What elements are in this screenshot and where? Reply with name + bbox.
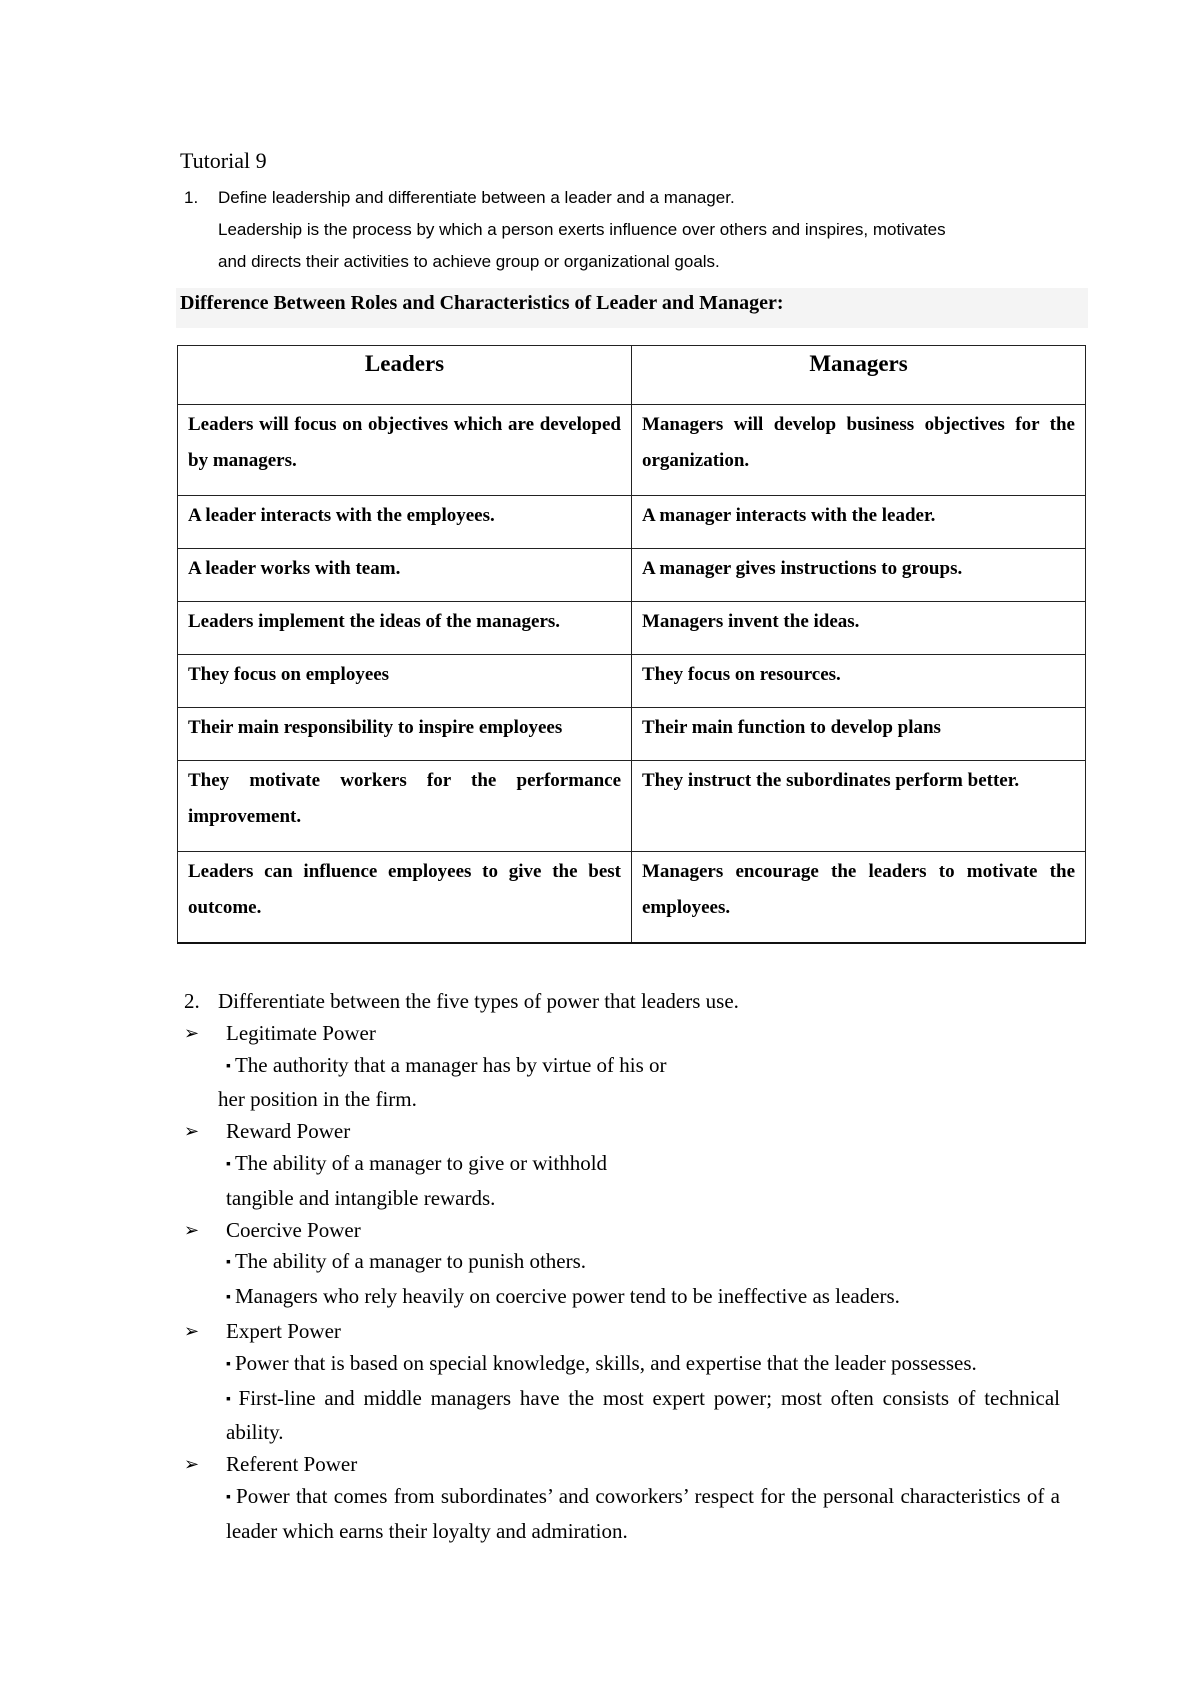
question-2-heading	[180, 986, 1060, 1018]
arrow-bullet-icon: ➢	[184, 1454, 200, 1476]
question-1-text: Define leadership and differentiate between a leader and a manager.	[218, 188, 735, 207]
power-name: Expert Power	[226, 1318, 341, 1343]
table-cell-manager: Managers encourage the leaders to motivate the employees.	[632, 852, 1086, 944]
table-cell-leader: Leaders will focus on objectives which are developed by managers.	[178, 405, 632, 496]
square-bullet-icon: ▪	[226, 1489, 233, 1505]
power-name: Coercive Power	[226, 1217, 361, 1242]
arrow-bullet-icon: ➢	[184, 1022, 200, 1044]
square-bullet-icon: ▪	[226, 1058, 231, 1074]
power-item-legitimate	[180, 1018, 1060, 1116]
table-cell-leader: A leader works with team.	[178, 549, 632, 602]
table-cell-manager: They focus on resources.	[632, 655, 1086, 708]
power-description-continued: her position in the firm.	[218, 1087, 417, 1112]
power-description: ▪ First-line and middle managers have the most expert power; most often consists of technical ability.	[226, 1385, 1060, 1445]
arrow-bullet-icon: ➢	[184, 1219, 200, 1241]
power-name: Legitimate Power	[226, 1020, 376, 1045]
question-1-answer-line-2: and directs their activities to achieve group or organizational goals.	[218, 252, 720, 271]
table-cell-leader: They focus on employees	[178, 655, 632, 708]
power-description-continued: tangible and intangible rewards.	[226, 1185, 496, 1210]
table-row	[178, 852, 1086, 944]
leader-manager-table	[177, 345, 1086, 944]
power-item-referent	[180, 1449, 1060, 1547]
power-item-reward	[180, 1116, 1060, 1214]
table-row	[178, 405, 1086, 496]
power-description: ▪ Power that comes from subordinates’ and coworkers’ respect for the personal characteristics of a leader which earns their loyalty and admiration.	[226, 1483, 1060, 1543]
square-bullet-icon: ▪	[226, 1255, 231, 1271]
square-bullet-icon: ▪	[226, 1156, 231, 1172]
arrow-bullet-icon: ➢	[184, 1121, 200, 1143]
question-2	[180, 986, 1060, 1548]
question-2-text: Differentiate between the five types of power that leaders use.	[218, 989, 739, 1013]
table-header-managers: Managers	[632, 346, 1086, 405]
power-item-expert	[180, 1316, 1060, 1449]
table-cell-manager: Managers invent the ideas.	[632, 602, 1086, 655]
page-title: Tutorial 9	[180, 148, 267, 173]
table-row	[178, 496, 1086, 549]
table-cell-leader: Their main responsibility to inspire employees	[178, 708, 632, 761]
power-description: ▪ Managers who rely heavily on coercive power tend to be ineffective as leaders.	[226, 1284, 900, 1309]
table-cell-manager: Their main function to develop plans	[632, 708, 1086, 761]
power-name: Reward Power	[226, 1119, 351, 1144]
table-cell-manager: A manager interacts with the leader.	[632, 496, 1086, 549]
table-row	[178, 761, 1086, 852]
table-cell-manager: They instruct the subordinates perform better.	[632, 761, 1086, 852]
power-description: ▪ The authority that a manager has by virtue of his or	[226, 1052, 667, 1077]
table-row	[178, 708, 1086, 761]
table-row	[178, 549, 1086, 602]
power-name: Referent Power	[226, 1452, 358, 1477]
square-bullet-icon: ▪	[226, 1290, 231, 1306]
question-1	[180, 182, 1080, 278]
table-header-leaders: Leaders	[178, 346, 632, 405]
power-description: ▪ Power that is based on special knowledge, skills, and expertise that the leader possesses.	[226, 1350, 977, 1375]
power-description: ▪ The ability of a manager to punish others.	[226, 1249, 587, 1274]
table-cell-leader: Leaders implement the ideas of the managers.	[178, 602, 632, 655]
table-cell-leader: Leaders can influence employees to give the best outcome.	[178, 852, 632, 944]
question-2-number: 2.	[184, 989, 200, 1013]
square-bullet-icon: ▪	[226, 1356, 231, 1372]
table-cell-manager: A manager gives instructions to groups.	[632, 549, 1086, 602]
table-cell-leader: A leader interacts with the employees.	[178, 496, 632, 549]
question-1-number: 1.	[184, 188, 199, 207]
table-row	[178, 602, 1086, 655]
table-cell-manager: Managers will develop business objectives for the organization.	[632, 405, 1086, 496]
square-bullet-icon: ▪	[226, 1391, 235, 1407]
question-1-answer-line-1: Leadership is the process by which a person exerts influence over others and inspires, motivates	[218, 220, 946, 239]
table-cell-leader: They motivate workers for the performance improvement.	[178, 761, 632, 852]
arrow-bullet-icon: ➢	[184, 1320, 200, 1342]
power-item-coercive	[180, 1215, 1060, 1316]
table-heading: Difference Between Roles and Characteristics of Leader and Manager:	[176, 288, 1088, 328]
power-description: ▪ The ability of a manager to give or withhold	[226, 1150, 608, 1175]
table-row	[178, 655, 1086, 708]
